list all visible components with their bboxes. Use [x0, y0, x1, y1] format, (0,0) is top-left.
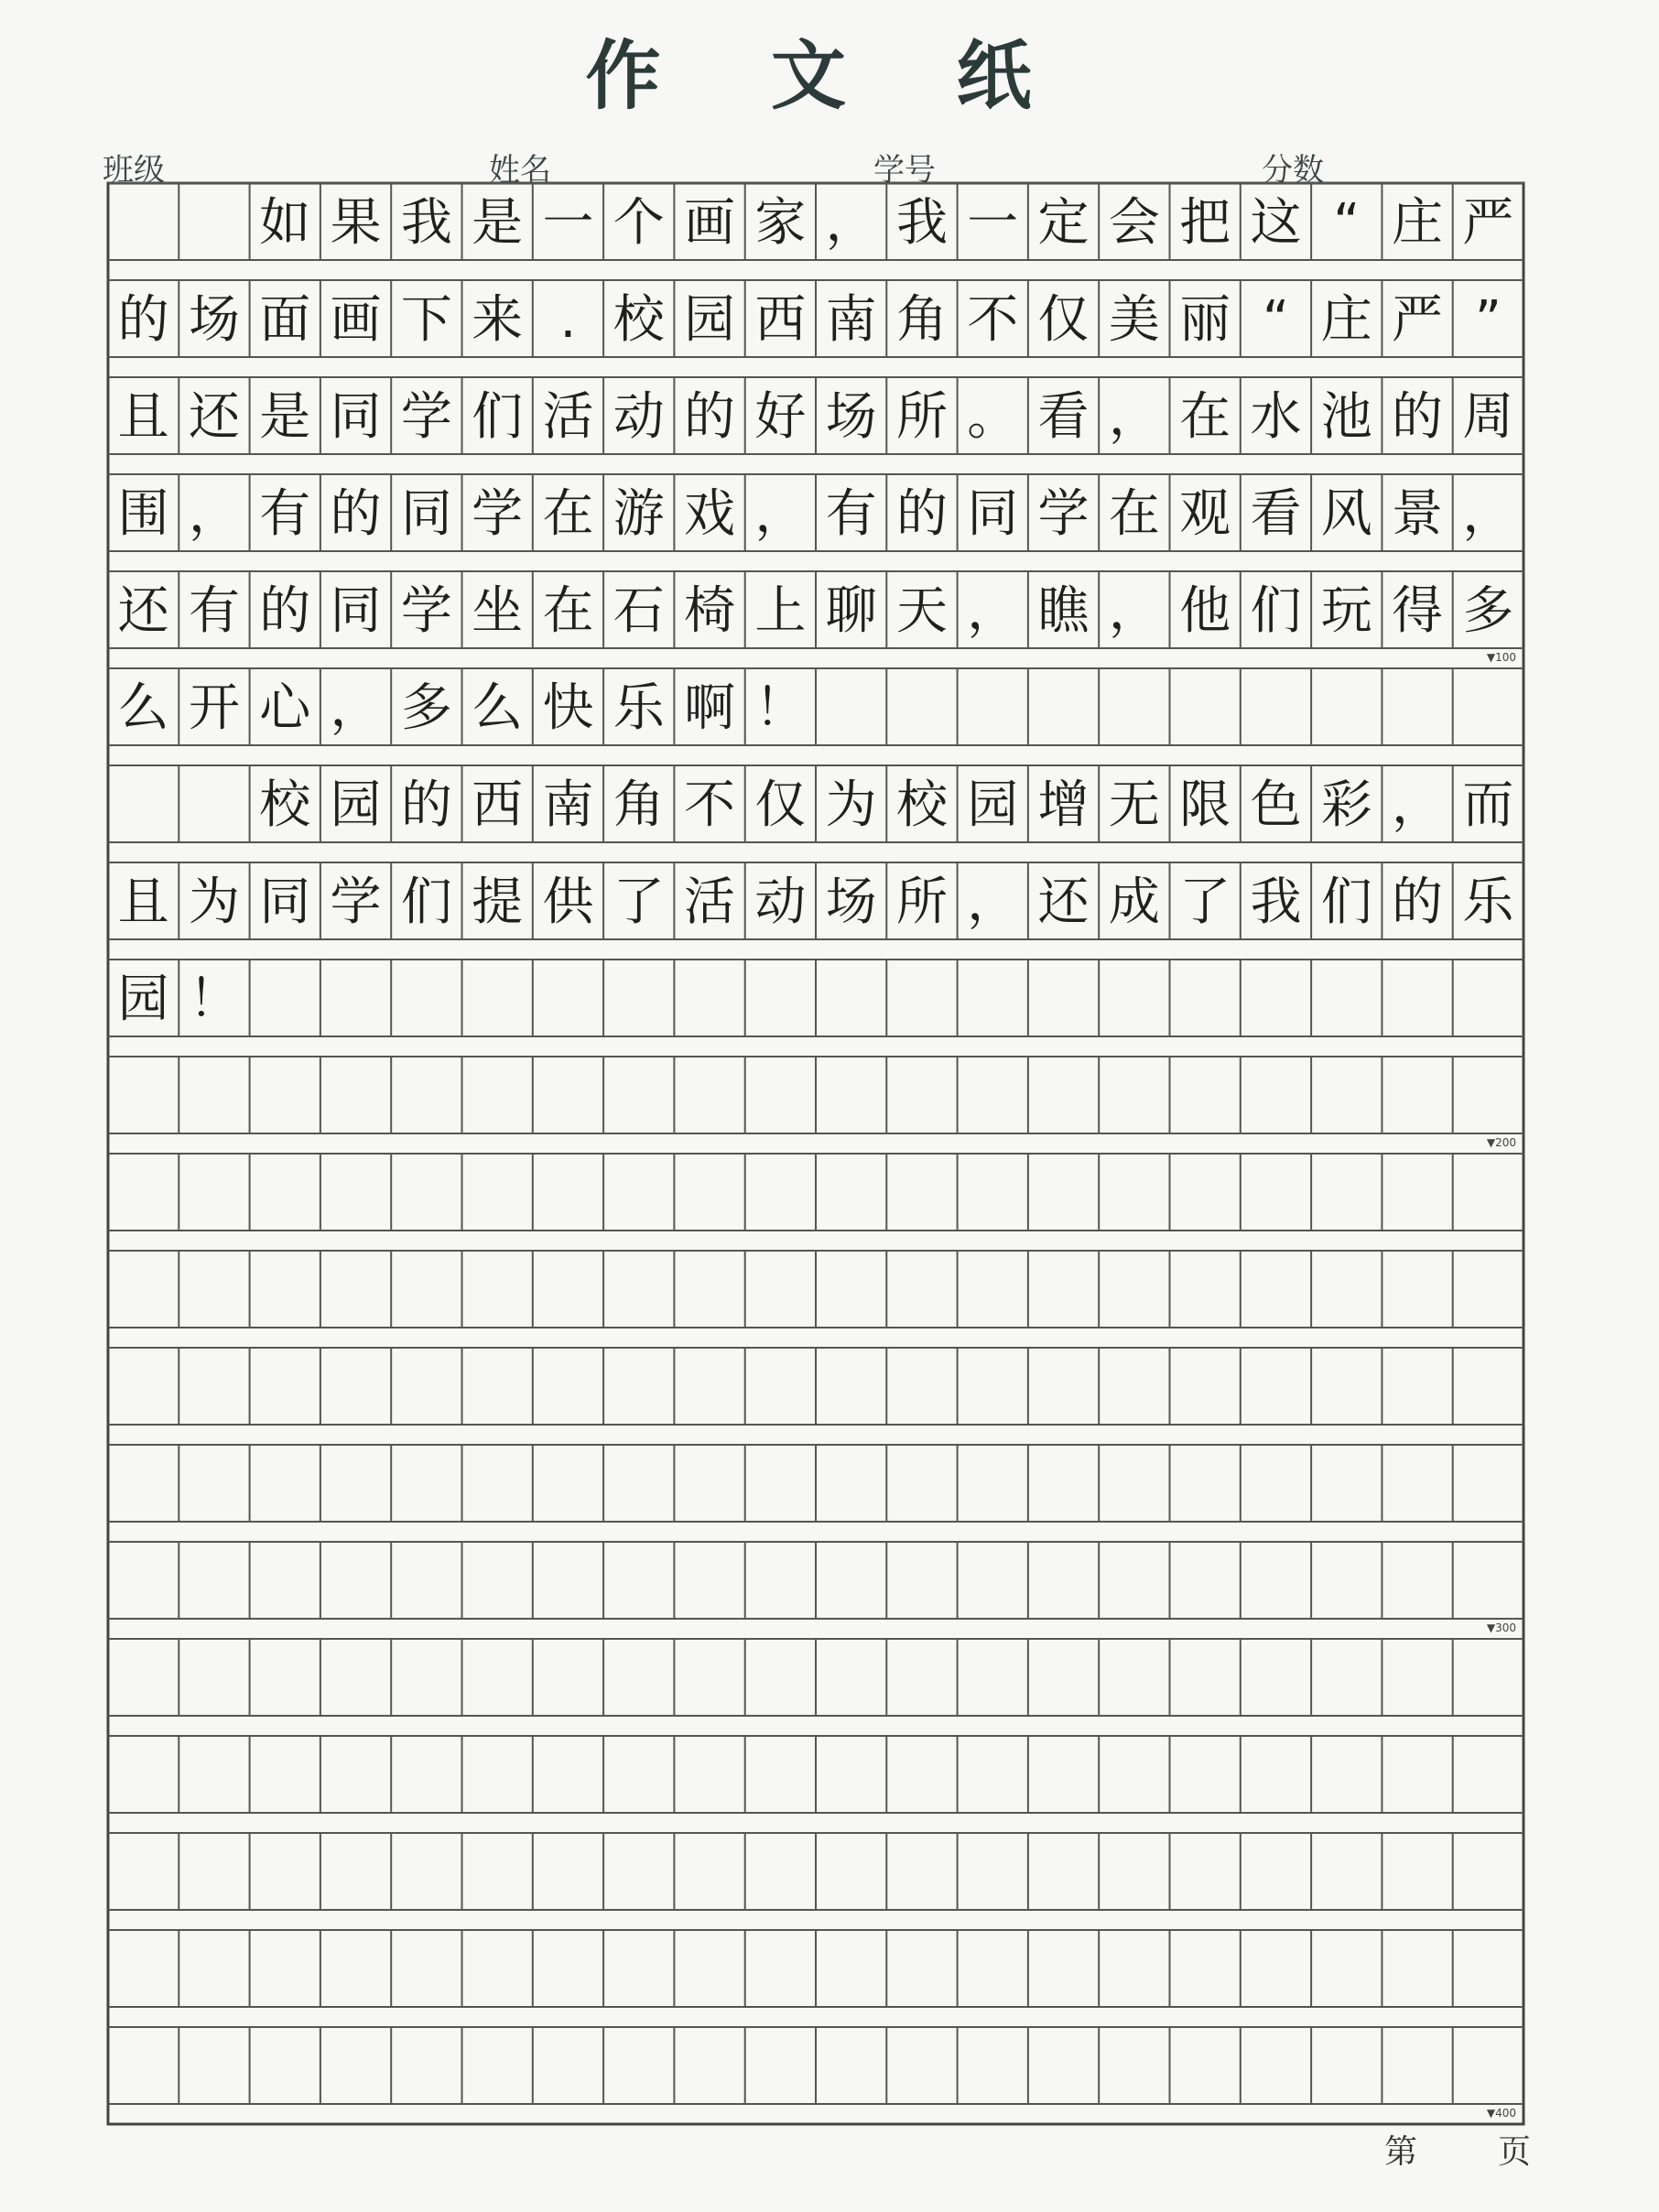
- essay-character: 果: [330, 193, 382, 253]
- essay-character: 玩: [1320, 581, 1372, 641]
- essay-character: 园: [117, 970, 169, 1029]
- essay-character: 的: [1392, 873, 1444, 932]
- essay-character: 园: [684, 290, 736, 350]
- essay-character: “: [1262, 290, 1289, 350]
- essay-character: 多: [1462, 581, 1514, 641]
- essay-character: 开: [188, 678, 240, 738]
- essay-character: ，: [330, 678, 382, 738]
- essay-character: 色: [1250, 775, 1302, 835]
- count-marker: ▼300: [1486, 1621, 1516, 1634]
- essay-character: 成: [1108, 873, 1160, 932]
- grid-row: [108, 960, 1523, 1036]
- essay-character: 周: [1462, 387, 1514, 447]
- essay-character: 庄: [1320, 290, 1372, 350]
- essay-character: 严: [1462, 193, 1514, 253]
- essay-character: 所: [895, 387, 948, 447]
- essay-character: “: [1333, 193, 1361, 253]
- essay-character: 么: [472, 678, 524, 738]
- grid-row: [108, 280, 1523, 357]
- page-label-suffix: 页: [1498, 2133, 1532, 2171]
- essay-character: 来: [472, 290, 524, 350]
- essay-character: 提: [472, 873, 524, 932]
- grid-row: [108, 668, 1523, 745]
- essay-character: 游: [613, 484, 665, 544]
- essay-character: 西: [472, 775, 524, 835]
- essay-character: 同: [400, 484, 452, 544]
- grid-row: [108, 474, 1523, 551]
- essay-character: 同: [330, 387, 382, 447]
- essay-character: 还: [117, 581, 169, 641]
- essay-character: 严: [1392, 290, 1444, 350]
- page-label-prefix: 第: [1384, 2133, 1418, 2171]
- essay-character: 我: [400, 193, 452, 253]
- essay-character: ”: [1474, 290, 1502, 350]
- essay-character: 们: [1320, 873, 1372, 932]
- essay-character: 好: [754, 387, 807, 447]
- essay-character: ，: [1108, 387, 1160, 447]
- essay-character: 仅: [1037, 290, 1090, 350]
- count-marker: ▼400: [1486, 2107, 1516, 2120]
- essay-character: 么: [117, 678, 169, 738]
- essay-character: 椅: [684, 581, 736, 641]
- essay-character: 定: [1037, 193, 1090, 253]
- grid-row: [108, 1542, 1523, 1619]
- essay-character: 仅: [754, 775, 807, 835]
- essay-character: 的: [330, 484, 382, 544]
- essay-character: 动: [613, 387, 665, 447]
- essay-character: 得: [1392, 581, 1444, 641]
- essay-character: 园: [330, 775, 382, 835]
- essay-character: 增: [1037, 775, 1090, 835]
- essay-character: .: [559, 290, 577, 350]
- essay-character: 这: [1250, 193, 1302, 253]
- essay-character: 瞧: [1037, 581, 1090, 641]
- essay-character: 上: [754, 581, 807, 641]
- essay-character: 动: [754, 873, 807, 932]
- essay-character: 的: [259, 581, 311, 641]
- grid-row: [108, 1639, 1523, 1716]
- essay-character: 学: [400, 387, 452, 447]
- essay-character: 乐: [613, 678, 665, 738]
- essay-character: 戏: [684, 484, 736, 544]
- essay-character: 同: [967, 484, 1019, 544]
- essay-character: 同: [259, 873, 311, 932]
- essay-character: 校: [259, 775, 311, 835]
- essay-character: 庄: [1392, 193, 1444, 253]
- essay-character: ，: [967, 581, 1019, 641]
- grid-row: [108, 1930, 1523, 2007]
- essay-character: 南: [825, 290, 877, 350]
- essay-character: 是: [472, 193, 524, 253]
- essay-character: 场: [188, 290, 240, 350]
- grid-row: [108, 183, 1523, 260]
- essay-character: 场: [825, 873, 877, 932]
- essay-character: 场: [825, 387, 877, 447]
- essay-character: 有: [188, 581, 240, 641]
- essay-character: 所: [895, 873, 948, 932]
- essay-character: ，: [1392, 775, 1444, 835]
- grid-row: [108, 1445, 1523, 1522]
- grid-row: [108, 2027, 1523, 2104]
- essay-character: 。: [967, 387, 1019, 447]
- essay-character: 有: [259, 484, 311, 544]
- essay-character: 石: [613, 581, 665, 641]
- grid-row: [108, 1154, 1523, 1231]
- essay-character: 园: [967, 775, 1019, 835]
- essay-character: 且: [117, 873, 169, 932]
- essay-character: 多: [400, 678, 452, 738]
- essay-character: 风: [1320, 484, 1372, 544]
- essay-character: 他: [1179, 581, 1231, 641]
- essay-character: ！: [754, 678, 807, 738]
- essay-character: ，: [825, 193, 877, 253]
- essay-character: 我: [1250, 873, 1302, 932]
- essay-character: 下: [400, 290, 452, 350]
- essay-character: 活: [542, 387, 594, 447]
- count-marker: ▼100: [1486, 651, 1516, 664]
- essay-character: ，: [1462, 484, 1514, 544]
- essay-character: 还: [188, 387, 240, 447]
- name-label: 姓名: [489, 152, 551, 189]
- essay-character: 们: [1250, 581, 1302, 641]
- essay-character: 快: [542, 678, 594, 738]
- essay-character: 画: [330, 290, 382, 350]
- essay-character: 们: [472, 387, 524, 447]
- essay-character: 校: [613, 290, 665, 350]
- essay-character: 一: [967, 193, 1019, 253]
- class-label: 班级: [103, 152, 165, 189]
- essay-character: ！: [188, 970, 240, 1029]
- essay-character: 南: [542, 775, 594, 835]
- count-marker: ▼200: [1486, 1136, 1516, 1149]
- essay-character: 了: [1179, 873, 1231, 932]
- essay-character: 丽: [1179, 290, 1231, 350]
- grid-row: [108, 1057, 1523, 1133]
- essay-character: 学: [330, 873, 382, 932]
- essay-character: 学: [1037, 484, 1090, 544]
- grid-row: [108, 1833, 1523, 1910]
- grid-row: [108, 765, 1523, 842]
- essay-character: 个: [613, 193, 665, 253]
- essay-character: ，: [967, 873, 1019, 932]
- essay-character: 美: [1108, 290, 1160, 350]
- essay-character: 水: [1250, 387, 1302, 447]
- essay-character: 看: [1037, 387, 1090, 447]
- essay-character: 坐: [472, 581, 524, 641]
- essay-character: 池: [1320, 387, 1372, 447]
- essay-character: 供: [542, 873, 594, 932]
- essay-character: 景: [1392, 484, 1444, 544]
- essay-character: 是: [259, 387, 311, 447]
- essay-character: 聊: [825, 581, 877, 641]
- essay-character: 观: [1179, 484, 1231, 544]
- essay-character: 为: [825, 775, 877, 835]
- essay-character: 天: [895, 581, 948, 641]
- essay-character: 校: [895, 775, 948, 835]
- essay-character: 彩: [1320, 775, 1372, 835]
- essay-character: 角: [895, 290, 948, 350]
- grid-row: [108, 571, 1523, 648]
- essay-character: 且: [117, 387, 169, 447]
- student-id-label: 学号: [873, 152, 936, 189]
- essay-character: 的: [117, 290, 169, 350]
- essay-character: 把: [1179, 193, 1231, 253]
- essay-character: 看: [1250, 484, 1302, 544]
- essay-character: 会: [1108, 193, 1160, 253]
- essay-character: 我: [895, 193, 948, 253]
- essay-character: 的: [1392, 387, 1444, 447]
- essay-character: 的: [400, 775, 452, 835]
- essay-character: 不: [967, 290, 1019, 350]
- essay-character: 活: [684, 873, 736, 932]
- essay-character: 心: [259, 678, 311, 738]
- essay-character: 还: [1037, 873, 1090, 932]
- essay-character: 在: [542, 484, 594, 544]
- essay-character: 而: [1462, 775, 1514, 835]
- essay-character: 乐: [1462, 873, 1514, 932]
- essay-character: 有: [825, 484, 877, 544]
- essay-character: 西: [754, 290, 807, 350]
- essay-character: 在: [1179, 387, 1231, 447]
- page-title: 作 文 纸: [585, 32, 1074, 120]
- essay-character: 角: [613, 775, 665, 835]
- essay-character: 学: [472, 484, 524, 544]
- essay-character: ，: [1108, 581, 1160, 641]
- essay-character: 无: [1108, 775, 1160, 835]
- essay-character: 学: [400, 581, 452, 641]
- essay-character: ，: [188, 484, 240, 544]
- essay-character: 啊: [684, 678, 736, 738]
- essay-character: 一: [542, 193, 594, 253]
- essay-character: 们: [400, 873, 452, 932]
- essay-character: 在: [542, 581, 594, 641]
- essay-character: 为: [188, 873, 240, 932]
- essay-character: 不: [684, 775, 736, 835]
- essay-character: 限: [1179, 775, 1231, 835]
- essay-character: 如: [259, 193, 311, 253]
- essay-character: 了: [613, 873, 665, 932]
- essay-character: 画: [684, 193, 736, 253]
- essay-character: 的: [895, 484, 948, 544]
- grid-row: [108, 862, 1523, 939]
- essay-character: 家: [754, 193, 807, 253]
- grid-row: [108, 377, 1523, 454]
- essay-character: 的: [684, 387, 736, 447]
- essay-character: 围: [117, 484, 169, 544]
- score-label: 分数: [1262, 152, 1324, 189]
- essay-character: 面: [259, 290, 311, 350]
- grid-row: [108, 1736, 1523, 1813]
- essay-character: 在: [1108, 484, 1160, 544]
- grid-row: [108, 1348, 1523, 1425]
- essay-character: 同: [330, 581, 382, 641]
- grid-row: [108, 1251, 1523, 1328]
- essay-character: ，: [754, 484, 807, 544]
